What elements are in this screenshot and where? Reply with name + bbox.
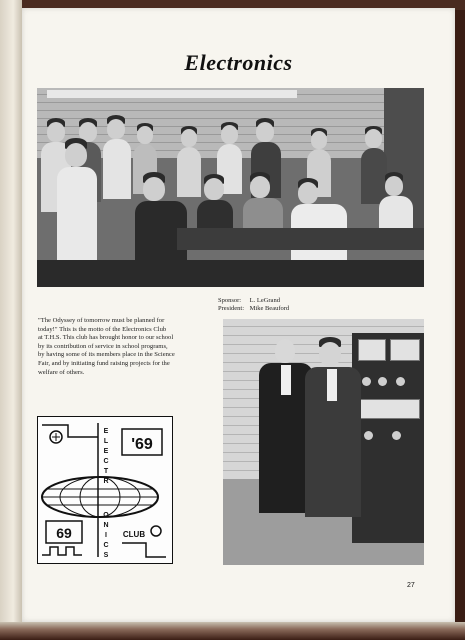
logo-year-bottom: 69 (56, 525, 72, 541)
logo-letter: C (103, 542, 109, 549)
logo-letter: S (103, 552, 109, 559)
president-line (218, 305, 289, 313)
president-name: Mike Beauford (249, 305, 290, 312)
page-number: 27 (407, 582, 415, 589)
scan-bottom-edge (0, 622, 465, 640)
description-line: by having some of its members place in the Science (38, 351, 175, 359)
club-description (38, 317, 224, 377)
logo-year-top: '69 (131, 436, 153, 453)
description-line: by its contribution of service in school programs, (38, 342, 168, 350)
logo-letter: T (103, 468, 109, 475)
description-line: at T.H.S. This club has brought honor to our school (38, 334, 174, 342)
description-line: "The Odyssey of tomorrow must be planned for (38, 317, 165, 324)
description-line: welfare of others. (38, 368, 85, 376)
logo-letter: L (103, 438, 109, 445)
sponsor-line (218, 297, 289, 305)
logo-letter: N (103, 522, 109, 529)
sponsor-president-photo (223, 319, 424, 565)
logo-drawing (38, 417, 172, 563)
sponsor-label: Sponsor: (218, 297, 242, 304)
description-line: Fair, and by initiating fund raising projects for the (38, 359, 170, 367)
logo-letter: I (105, 532, 107, 539)
yearbook-page (22, 8, 455, 622)
sponsor-name: L. LeGrand (249, 297, 280, 304)
logo-letter: E (103, 448, 109, 455)
logo-letter: O (103, 512, 109, 519)
logo-letter: R (103, 478, 109, 485)
president-label: President: (218, 305, 244, 312)
description-line: today!" This is the motto of the Electronics Club (38, 325, 167, 333)
logo-letter: C (103, 458, 109, 465)
electronics-club-logo (37, 416, 173, 564)
logo-club-word: CLUB (122, 530, 146, 539)
scan-left-edge (0, 0, 22, 640)
logo-letter: E (103, 428, 109, 435)
page-title: Electronics (184, 50, 293, 75)
club-group-photo (37, 88, 424, 287)
officers-block (218, 297, 289, 313)
